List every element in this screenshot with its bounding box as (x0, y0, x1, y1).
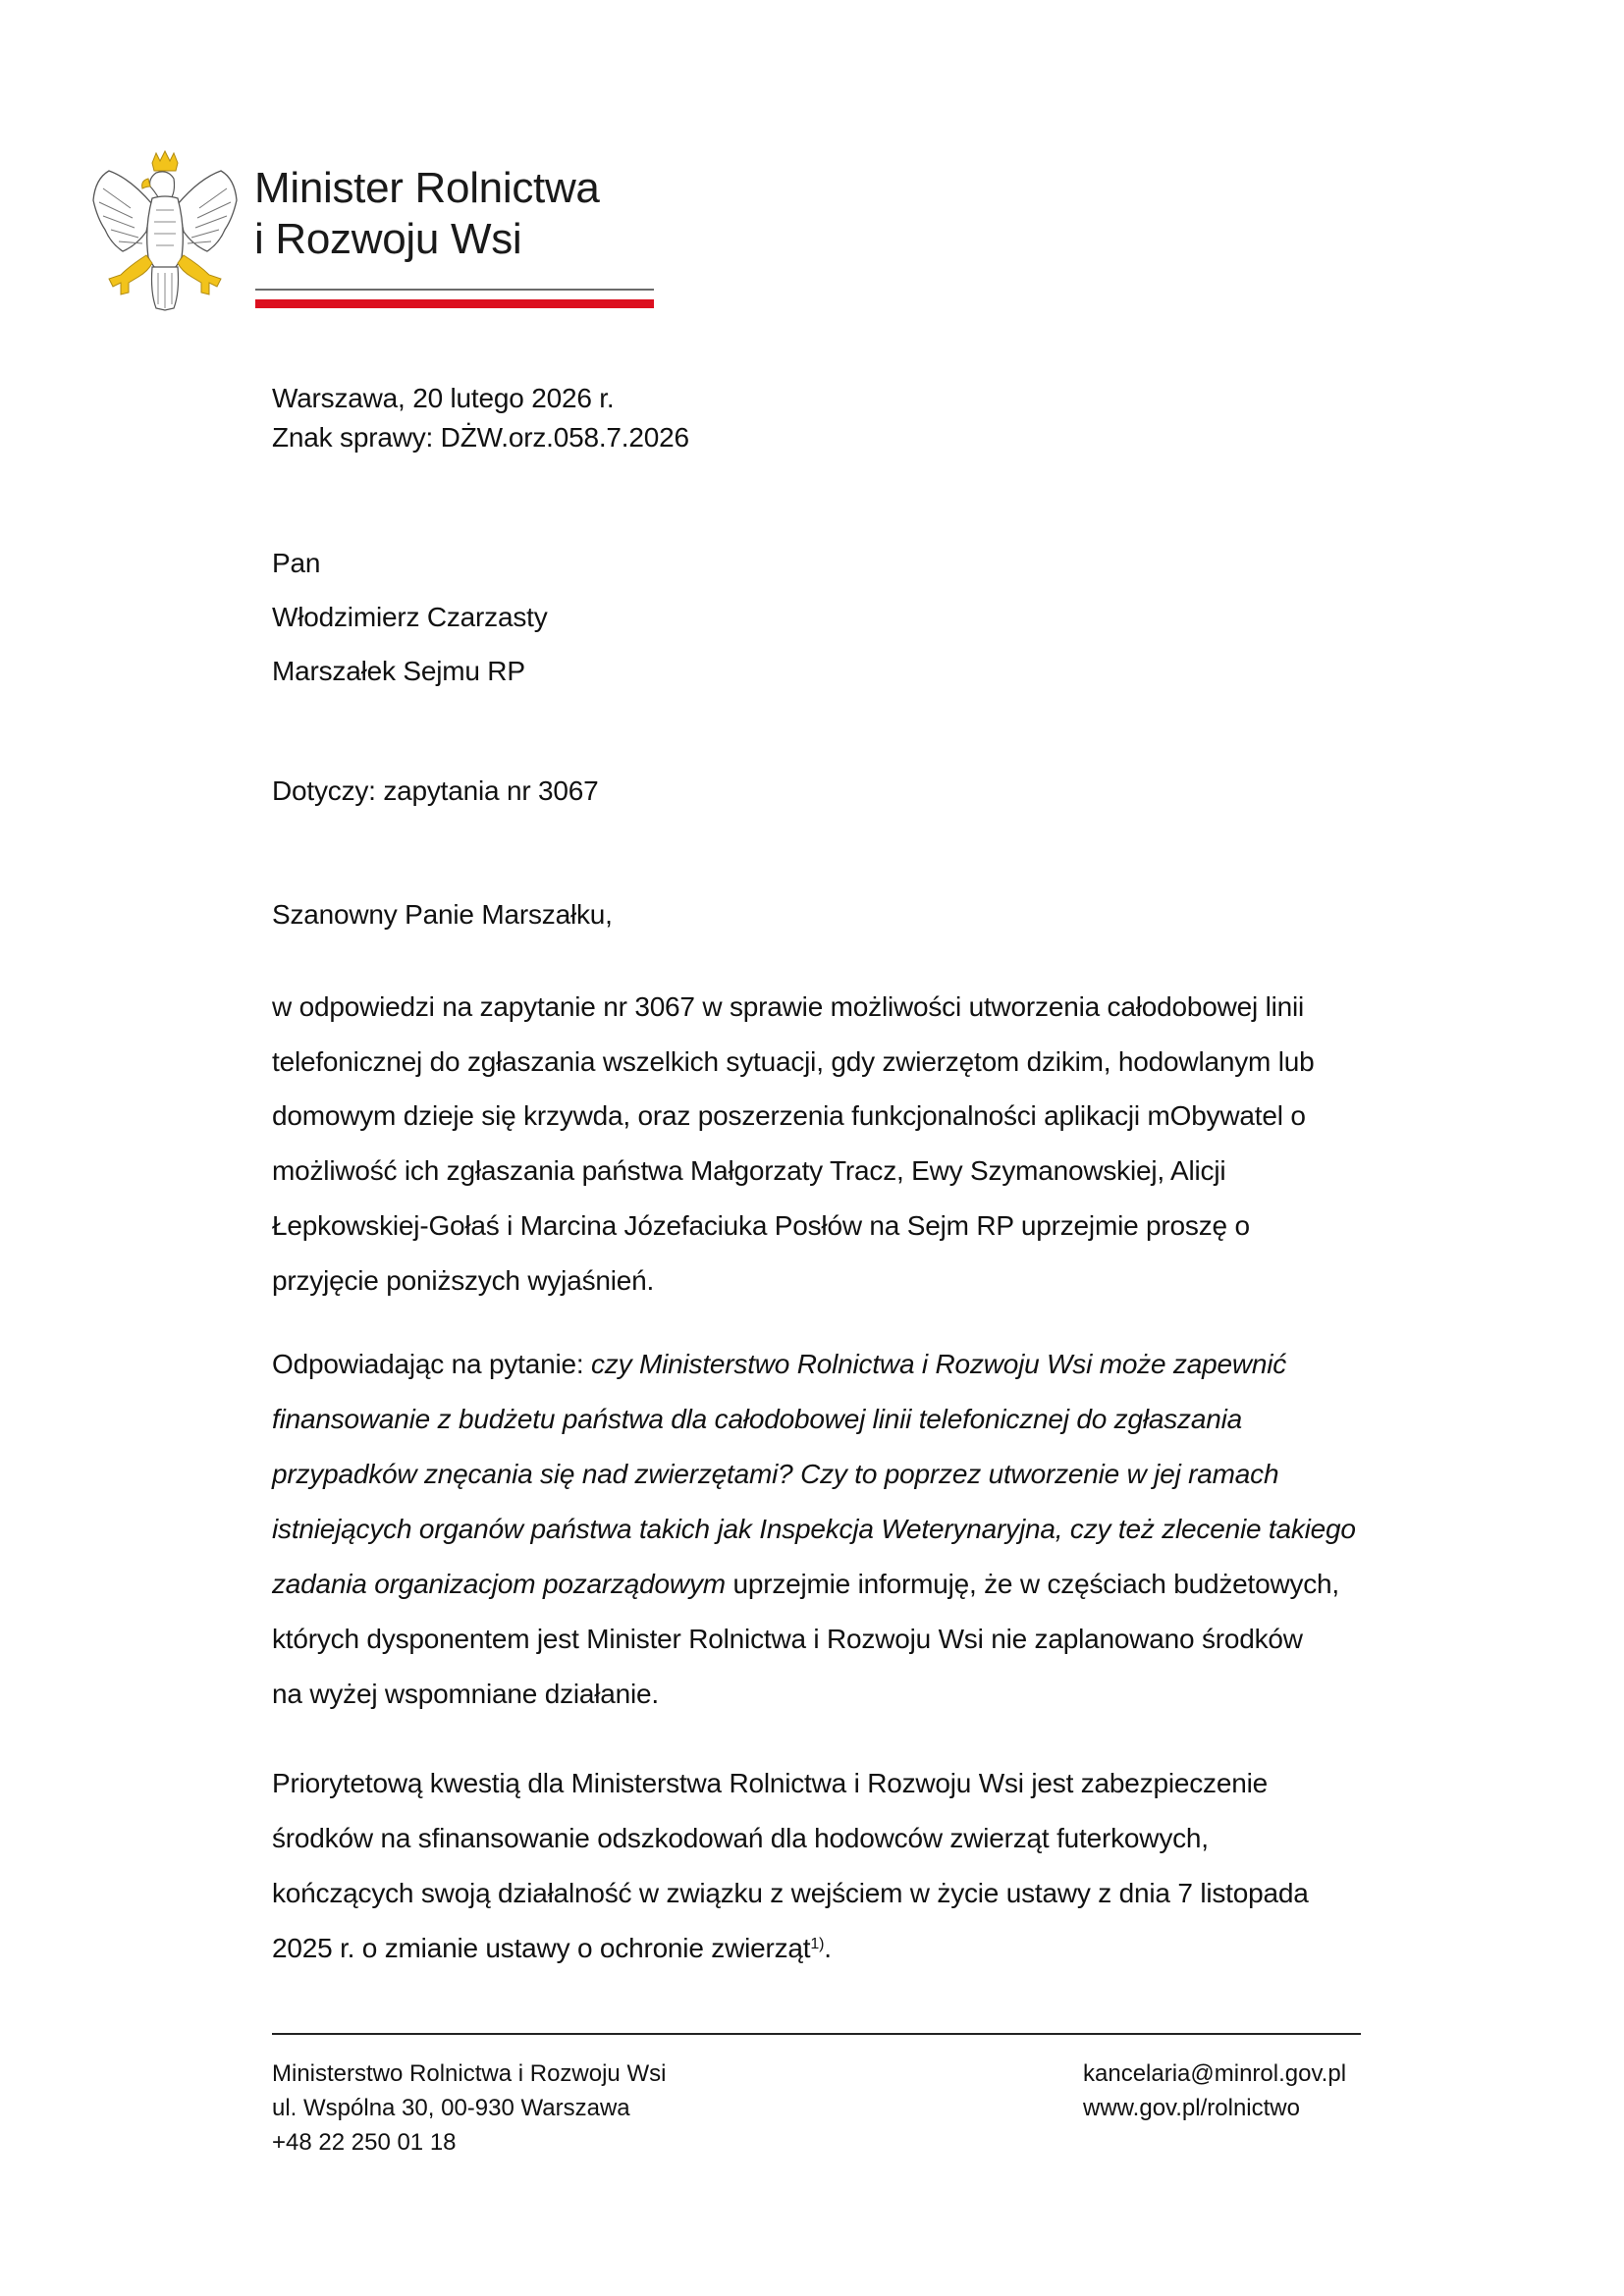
p3-line: Priorytetową kwestią dla Ministerstwa Rolnictwa i Rozwoju Wsi jest zabezpieczenie (272, 1768, 1268, 1798)
logo-title-line1: Minister Rolnictwa (254, 164, 600, 212)
place-date: Warszawa, 20 lutego 2026 r. (272, 383, 615, 413)
p2-intro-text: Odpowiadając na pytanie: (272, 1349, 591, 1379)
p3-last-line-text: 2025 r. o zmianie ustawy o ochronie zwierząt (272, 1933, 811, 1963)
p1-line: telefonicznej do zgłaszania wszelkich sytuacji, gdy zwierzętom dzikim, hodowlanym lub (272, 1046, 1315, 1077)
p1-line: w odpowiedzi na zapytanie nr 3067 w sprawie możliwości utworzenia całodobowej linii (272, 991, 1305, 1022)
logo-red-bar (255, 299, 654, 308)
p1-line: przyjęcie poniższych wyjaśnień. (272, 1265, 655, 1296)
p1-line: Łepkowskiej-Gołaś i Marcina Józefaciuka Posłów na Sejm RP uprzejmie proszę o (272, 1210, 1250, 1241)
footer-divider (272, 2033, 1361, 2035)
p1-line: domowym dzieje się krzywda, oraz poszerzenia funkcjonalności aplikacji mObywatel o (272, 1100, 1306, 1131)
p2-line: istniejących organów państwa takich jak Inspekcja Weterynaryjna, czy też zlecenie takiego (272, 1514, 1356, 1544)
footer-phone: +48 22 250 01 18 (272, 2129, 457, 2156)
p2-quoted-question-end: zadania organizacjom pozarządowym (272, 1569, 726, 1599)
footer-email-link[interactable]: kancelaria@minrol.gov.pl (1083, 2060, 1347, 2087)
footer-address: ul. Wspólna 30, 00-930 Warszawa (272, 2095, 630, 2121)
p2-line: których dysponentem jest Minister Rolnictwa i Rozwoju Wsi nie zaplanowano środków (272, 1624, 1303, 1654)
footer-website-link[interactable]: www.gov.pl/rolnictwo (1083, 2095, 1300, 2121)
p2-quoted-question: czy Ministerstwo Rolnictwa i Rozwoju Wsi może zapewnić (591, 1349, 1287, 1379)
p3-period: . (824, 1933, 832, 1963)
p2-line: na wyżej wspomniane działanie. (272, 1679, 659, 1709)
greeting: Szanowny Panie Marszałku, (272, 899, 613, 930)
p3-line: środków na sfinansowanie odszkodowań dla hodowców zwierząt futerkowych, (272, 1823, 1209, 1853)
p2-line: finansowanie z budżetu państwa dla całodobowej linii telefonicznej do zgłaszania (272, 1404, 1242, 1434)
p1-line: możliwość ich zgłaszania państwa Małgorzaty Tracz, Ewy Szymanowskiej, Alicji (272, 1155, 1226, 1186)
addressee-name: Włodzimierz Czarzasty (272, 602, 548, 632)
polish-eagle-emblem-icon (91, 149, 239, 312)
subject-line: Dotyczy: zapytania nr 3067 (272, 775, 599, 806)
p2-line (272, 1568, 1339, 1601)
p2-line (272, 1348, 1286, 1381)
case-reference: Znak sprawy: DŻW.orz.058.7.2026 (272, 422, 689, 453)
addressee-position: Marszałek Sejmu RP (272, 656, 525, 686)
logo-title-line2: i Rozwoju Wsi (254, 215, 522, 263)
p3-line: kończących swoją działalność w związku z wejściem w życie ustawy z dnia 7 listopada (272, 1878, 1309, 1908)
p2-line: przypadków znęcania się nad zwierzętami? Czy to poprzez utworzenie w jej ramach (272, 1459, 1279, 1489)
footnote-marker: 1) (810, 1936, 825, 1952)
footer-ministry-name: Ministerstwo Rolnictwa i Rozwoju Wsi (272, 2060, 667, 2087)
logo-gray-rule (255, 289, 654, 291)
p2-answer-text: uprzejmie informuję, że w częściach budżetowych, (725, 1569, 1340, 1599)
p3-line (272, 1932, 832, 1965)
addressee-title: Pan (272, 548, 321, 578)
